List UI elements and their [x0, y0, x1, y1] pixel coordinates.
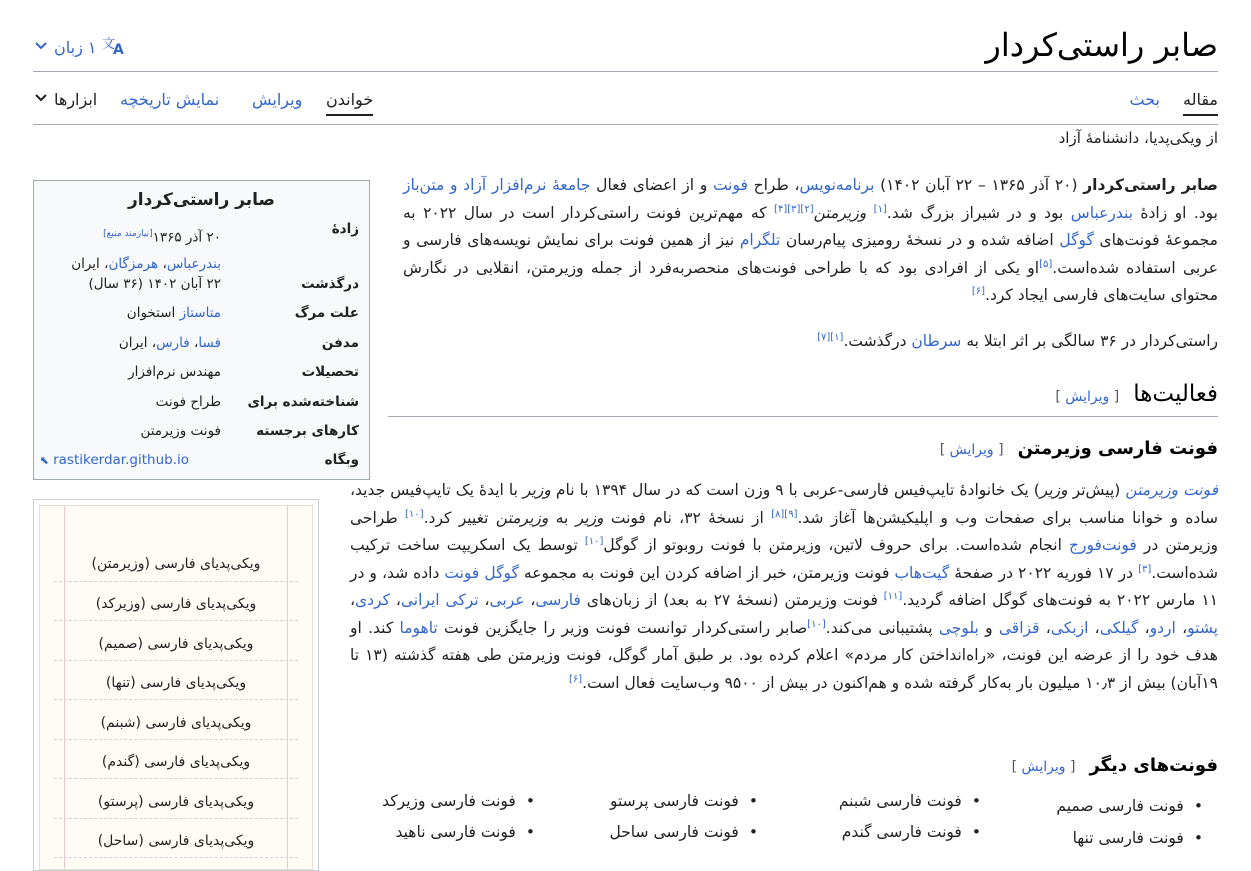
section-heading-activities	[1055, 381, 1218, 407]
link-language[interactable]: فارسی	[535, 591, 581, 609]
birth-date: ۲۰ آذر ۱۳۶۵	[152, 229, 221, 246]
text: در ۱۷ فوریه ۲۰۲۲ در صفحهٔ	[949, 563, 1139, 582]
ruled-line	[54, 778, 298, 779]
font-samples-image[interactable]	[33, 499, 319, 871]
text: ) یک خانوادهٔ تایپ‌فیس فارسی-عربی با ۹ وزن است که در سال ۱۳۹۴ با نام	[550, 481, 1040, 499]
link-tahoma[interactable]: تاهوما	[399, 618, 438, 637]
italic-term: وزیرمتن	[495, 508, 549, 527]
text: راستی‌کردار در ۳۶ سالگی بر اثر ابتلا به	[961, 332, 1218, 350]
heading-text: فونت فارسی وزیرمتن	[1017, 438, 1218, 459]
infobox-label: زادهٔ	[331, 221, 359, 237]
text: او یکی از افرادی بود که با طراحی فونت‌های منحصربه‌فرد از جمله وزیرمتن، انقلابی در نگارش محتوای سایت‌های فارسی ایجاد کرد.	[403, 258, 1218, 304]
infobox-value	[40, 452, 189, 468]
link-vazirmatn[interactable]	[1125, 481, 1218, 499]
reference-link[interactable]: [۵]	[1039, 258, 1053, 270]
tab-talk[interactable]: بحث	[1129, 90, 1160, 109]
text: فونت وزیرمتن (نسخهٔ ۲۷ به بعد) از زبان‌های	[580, 591, 884, 609]
font-sample-line: ویکی‌پدیای فارسی (صمیم)	[98, 636, 254, 652]
heading-text: فعالیت‌ها	[1133, 381, 1218, 407]
link-language[interactable]: قزاقی	[998, 618, 1040, 637]
link-fasa[interactable]: فسا	[198, 335, 221, 351]
cause-tail: استخوان	[126, 305, 180, 321]
link-github[interactable]: گیت‌هاب	[894, 563, 950, 582]
tab-history[interactable]: نمایش تاریخچه	[120, 90, 220, 109]
reference-link[interactable]: [۱][۷]	[817, 331, 844, 343]
translate-icon	[102, 35, 128, 59]
tagline: از ویکی‌پدیا، دانشنامهٔ آزاد	[1058, 129, 1218, 147]
birth-country: ، ایران	[71, 255, 109, 272]
chevron-down-icon	[34, 38, 48, 57]
font-sample-line: ویکی‌پدیای فارسی (پرستو)	[97, 794, 255, 810]
text: (۲۰ آذر ۱۳۶۵ – ۲۲ آبان ۱۴۰۲)	[874, 176, 1084, 194]
ruled-line	[54, 660, 298, 661]
text: بود. او زادهٔ	[1132, 203, 1218, 222]
font-sample-line: ویکی‌پدیای فارسی (وزیرکد)	[95, 596, 257, 612]
reference-link[interactable]: [۱۱]	[883, 590, 903, 602]
text: که مهم‌ترین فونت راستی‌کردار است در سال ۲۰۲۲ به مجموعهٔ فونت‌های	[403, 203, 1218, 249]
ruled-line	[54, 857, 298, 858]
ruled-line	[54, 699, 298, 700]
text: کند. او هدف خود را از عرضه این فونت، «راه‌انداختن کار مردم» اعلام کرده بود. بر طبق آمار گوگل، فونت وزیرمتن طی هفته گذشته (۱۳ تا ۱۹آبان) بیش از ۱۰٫۳ میلیون بار به‌کار گرفته شده و هم‌اکنون در بیش از ۹۵۰۰ وب‌سایت فعال است.	[350, 618, 1218, 692]
text: و از اعضای فعال	[590, 176, 713, 194]
list-item: • فونت فارسی تنها	[1073, 829, 1203, 847]
ruled-line	[54, 581, 298, 582]
edit-section: [ ویرایش ]	[939, 442, 1004, 458]
list-item: • فونت فارسی گندم	[842, 823, 981, 841]
link-cancer[interactable]: سرطان	[911, 332, 962, 350]
text: نیز از همین فونت برای نمایش نویسه‌های فارسی و عربی استفاده شده‌است.	[403, 231, 1218, 277]
infobox	[33, 180, 370, 480]
infobox-label: کارهای برجسته	[256, 423, 359, 439]
intro-paragraph-2	[403, 328, 1218, 356]
infobox-label: شناخته‌شده برای	[247, 394, 359, 410]
link-google[interactable]: گوگل	[1059, 231, 1094, 249]
heading-text: فونت‌های دیگر	[1089, 755, 1218, 776]
ruled-line	[54, 620, 298, 621]
page-title: صابر راستی‌کردار	[985, 26, 1218, 64]
intro-paragraph	[403, 172, 1218, 310]
link-bandar-abbas[interactable]: بندرعباس	[1070, 203, 1133, 222]
link-language[interactable]: کردی	[355, 591, 390, 609]
reference-link[interactable]: [۲][۳][۴]	[774, 203, 814, 215]
infobox-label: تحصیلات	[301, 364, 359, 380]
infobox-title: صابر راستی‌کردار	[128, 190, 275, 210]
link-language[interactable]: عربی	[489, 591, 525, 609]
edit-section-link[interactable]: ویرایش	[949, 442, 994, 458]
font-sample-line: ویکی‌پدیای فارسی (تنها)	[105, 675, 247, 691]
svg-text:A: A	[113, 42, 125, 55]
infobox-label: علت مرگ	[294, 305, 359, 321]
text: ، طراح	[747, 176, 800, 194]
svg-text:文: 文	[102, 37, 116, 52]
text: و	[978, 618, 999, 637]
edit-section: [ ویرایش ]	[1055, 389, 1120, 405]
text: اضافه شده و در نسخهٔ رومیزی پیام‌رسان	[780, 231, 1060, 249]
separator: ،	[189, 335, 199, 351]
text: فونت وزیرمتن، خبر از اضافه کردن این فونت به مجموعه	[518, 563, 895, 582]
tab-article[interactable]: مقاله	[1183, 86, 1218, 116]
font-sample-line: ویکی‌پدیای فارسی (ساحل)	[97, 833, 255, 849]
resting-country: ، ایران	[118, 335, 157, 351]
reference-link[interactable]: [۳]	[1138, 563, 1152, 575]
tabs-divider	[33, 124, 1218, 125]
reference-link[interactable]: [۱۰]	[405, 508, 424, 520]
edit-section-link[interactable]: ویرایش	[1065, 389, 1110, 405]
website-url: rastikerdar.github.io	[53, 452, 189, 468]
link-fars[interactable]: فارس	[156, 335, 190, 351]
font-sample-line: ویکی‌پدیای فارسی (وزیرمتن)	[91, 556, 261, 572]
link-programmer[interactable]: برنامه‌نویس	[799, 176, 875, 194]
link-bandar-abbas[interactable]: بندرعباس	[166, 255, 221, 272]
italic-term: وزیر	[1039, 481, 1068, 499]
infobox-label: مدفن	[321, 335, 359, 351]
link-language[interactable]: پشتو	[1187, 618, 1218, 637]
link-language[interactable]: ازبکی	[1050, 618, 1089, 637]
section-heading-other-fonts	[1012, 755, 1218, 776]
text: پشتیبانی می‌کند.	[825, 618, 939, 637]
infobox-value: ۲۲ آبان ۱۴۰۲ (۳۶ سال)	[88, 276, 221, 292]
list-item: • فونت فارسی ناهید	[395, 823, 535, 841]
text: بود و در شیراز بزرگ شد.	[886, 203, 1071, 222]
tab-edit[interactable]: ویرایش	[252, 90, 303, 109]
external-link-icon: ⬉	[39, 454, 49, 467]
text: با ایدهٔ یک تایپ‌فیس جدید، ساده و خوانا مناسب برای صفحات وب و اپلیکیشن‌ها آغاز شد.	[350, 481, 1219, 527]
infobox-value	[127, 305, 221, 321]
title-divider	[33, 71, 1218, 72]
italic-term: وزیر	[522, 481, 551, 499]
link-foss-community[interactable]: جامعهٔ نرم‌افزار آزاد و متن‌باز	[403, 176, 591, 194]
reference-link[interactable]: [۶]	[971, 285, 986, 297]
link-metastasis[interactable]: متاستاز	[179, 305, 221, 321]
font-sample-line: ویکی‌پدیای فارسی (شبنم)	[100, 715, 252, 731]
infobox-value	[71, 221, 221, 277]
link-language[interactable]: اردو	[1149, 618, 1176, 637]
edit-section-link[interactable]: ویرایش	[1021, 759, 1066, 775]
infobox-value	[119, 335, 221, 351]
subject-name: صابر راستی‌کردار	[1083, 176, 1218, 194]
reference-link[interactable]: [۱۰]	[807, 618, 826, 630]
tab-read[interactable]: خواندن	[326, 86, 373, 116]
edit-section: [ ویرایش ]	[1011, 759, 1076, 775]
text: توسط یک اسکریپت ساخت ترکیب شده‌است.	[350, 536, 1218, 582]
language-count: ۱ زبان	[54, 37, 97, 57]
link-language[interactable]: بلوچی	[938, 618, 979, 637]
text: درگذشت.	[843, 332, 912, 350]
italic-term: وزیر	[575, 508, 604, 527]
citation-needed-link[interactable]: [نیازمند منبع]	[103, 229, 153, 239]
infobox-label: وبگاه	[324, 452, 359, 468]
text: تغییر کرد.	[423, 508, 496, 527]
link-google-fonts[interactable]: گوگل فونت	[444, 563, 519, 582]
font-sample-line: ویکی‌پدیای فارسی (گندم)	[101, 754, 251, 770]
text: طراحی وزیرمتن در	[350, 508, 1218, 554]
text: از نسخهٔ ۳۲، نام فونت	[603, 508, 772, 527]
vazirmatn-paragraph: فونت وزیرمتن (پیش‌تر وزیر) یک خانوادهٔ تایپ‌فیس فارسی-عربی با ۹ وزن است که در سال ۱۳۹۴ با نام وزیر با ایدهٔ یک تایپ‌فیس جدید، ساده و خوانا مناسب برای صفحات وب و اپلیکیشن‌ها آغاز شد.[۹][۸] از نسخهٔ ۳۲، نام فونت وزیر به وزیرمتن تغییر کرد.[۱۰] طراحی وزیرمتن در فونت‌فورج انجام شده‌است. برای حروف لاتین، وزیرمتن با فونت روبوتو از گوگل[۱۰] توسط یک اسکریپت ساخت ترکیب شده‌است.[۳] در ۱۷ فوریه ۲۰۲۲ در صفحهٔ گیت‌هاب فونت وزیرمتن، خبر از اضافه کردن این فونت به مجموعه گوگل فونت داده شد، و در ۱۱ مارس ۲۰۲۲ به فونت‌های گوگل اضافه گردید.[۱۱] فونت وزیرمتن (نسخهٔ ۲۷ به بعد) از زبان‌های فارسی، عربی، ترکی ایرانی، کردی، پشتو، اردو، گیلکی، ازبکی، قزاقی و بلوچی پشتیبانی می‌کند.[۱۰]صابر راستی‌کردار توانست فونت وزیر را جایگزین فونت تاهوما کند. او هدف خود را از عرضه این فونت، «راه‌انداختن کار مردم» اعلام کرده بود. بر طبق آمار گوگل، فونت وزیرمتن طی هفته گذشته (۱۳ تا ۱۹آبان) بیش از ۱۰٫۳ میلیون بار به‌کار گرفته شده و هم‌اکنون در بیش از ۹۵۰۰ وب‌سایت فعال است.[۶]	[350, 481, 1219, 692]
link-hormozgan[interactable]: هرمزگان	[108, 255, 159, 272]
text: داده شد، و در ۱۱ مارس ۲۰۲۲ به فونت‌های گوگل اضافه گردید.	[350, 563, 1218, 609]
infobox-value: طراح فونت	[155, 394, 221, 410]
link-language[interactable]: گیلکی	[1099, 618, 1139, 637]
link-font[interactable]: فونت	[712, 176, 748, 194]
infobox-value: مهندس نرم‌افزار	[128, 364, 221, 380]
separator: ،	[158, 255, 167, 272]
link-text: فونت وزیرمتن	[1125, 481, 1219, 499]
text	[866, 204, 873, 222]
reference-link[interactable]: [۱۰]	[584, 535, 604, 547]
reference-link[interactable]: [۹][۸]	[771, 508, 798, 520]
list-item: • فونت فارسی وزیرکد	[382, 792, 535, 810]
text: (پیش‌تر	[1067, 481, 1126, 499]
tools-menu[interactable]	[34, 86, 97, 114]
language-selector[interactable]	[34, 34, 128, 60]
text: انجام شده‌است. برای حروف لاتین، وزیرمتن با فونت روبوتو از گوگل	[603, 536, 1069, 554]
text: به	[548, 508, 576, 527]
ruled-line	[54, 818, 298, 819]
list-item: • فونت فارسی صمیم	[1056, 797, 1203, 815]
text: صابر راستی‌کردار توانست فونت وزیر را جایگزین فونت	[437, 618, 808, 637]
reference-link[interactable]: [۱]	[873, 203, 887, 215]
chevron-down-icon	[34, 86, 48, 114]
list-item: • فونت فارسی ساحل	[609, 823, 758, 841]
section-divider	[388, 416, 1218, 417]
tools-label: ابزارها	[54, 90, 98, 109]
ruled-line	[54, 739, 298, 740]
section-heading-vazirmatn	[940, 438, 1218, 459]
list-item: • فونت فارسی شبنم	[839, 792, 981, 810]
infobox-value: فونت وزیرمتن	[140, 423, 221, 439]
infobox-label: درگذشت	[301, 276, 359, 292]
reference-link[interactable]: [۶]	[568, 673, 583, 685]
italic-term: وزیرمتن	[813, 203, 867, 222]
link-fontforge[interactable]: فونت‌فورج	[1068, 536, 1137, 554]
link-language[interactable]: ترکی ایرانی	[400, 591, 479, 609]
font-samples-sheet	[39, 505, 313, 870]
link-telegram[interactable]: تلگرام	[739, 231, 781, 249]
website-link[interactable]	[40, 452, 189, 468]
list-item: • فونت فارسی پرستو	[610, 792, 758, 810]
